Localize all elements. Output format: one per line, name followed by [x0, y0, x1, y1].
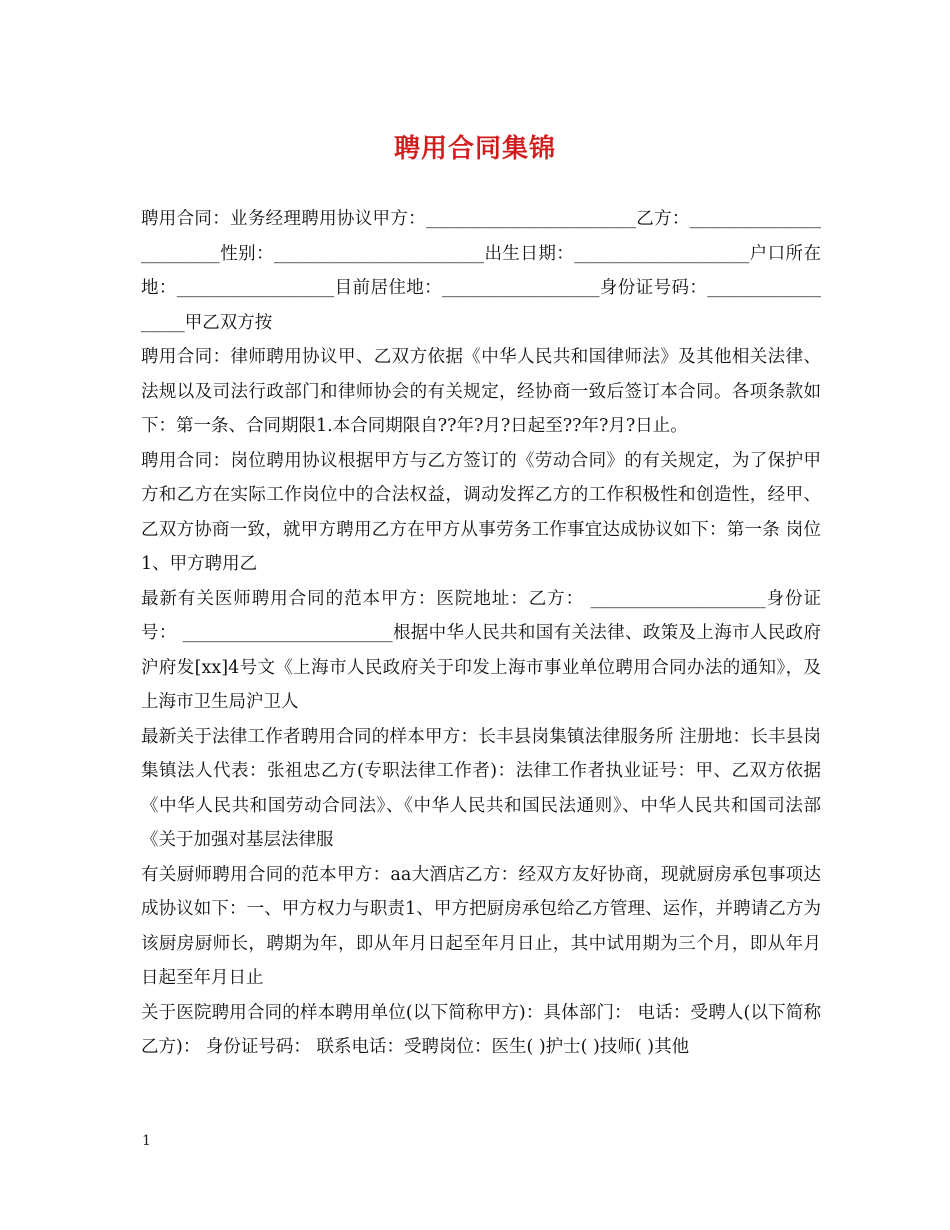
paragraph-chef: 有关厨师聘用合同的范本甲方：aa大酒店乙方：经双方友好协商，现就厨房承包事项达成协议如下：一、甲方权力与职责1、甲方把厨房承包给乙方管理、运作，并聘请乙方为该厨房厨师长，聘期为年，即从年月日起至年月日止，其中试用期为三个月，即从年月日起至年月日止: [141, 864, 821, 988]
page-number: 1: [142, 1133, 151, 1149]
document-title: 聘用合同集锦: [393, 134, 556, 164]
document-body: [141, 202, 821, 1065]
paragraph-lawyer: 聘用合同：律师聘用协议甲、乙双方依据《中华人民共和国律师法》及其他相关法律、法规以及司法行政部门和律师协会的有关规定，经协商一致后签订本合同。各项条款如下：第一条、合同期限1.本合同期限自??年?月?日起至??年?月?日止。: [141, 347, 821, 436]
paragraph-physician: 最新有关医师聘用合同的范本甲方：医院地址：乙方： ____________________身份证号： ________________________根据中华人民共和国有关法律、政策及上海市人民政府沪府发[xx]4号文《上海市人民政府关于印发上海市事业单位聘用合同办法的通知》，及上海市卫生局沪卫人: [141, 588, 821, 712]
paragraph-legal-worker: 最新关于法律工作者聘用合同的样本甲方：长丰县岗集镇法律服务所 注册地：长丰县岗集镇法人代表：张祖忠乙方(专职法律工作者)：法律工作者执业证号：甲、乙双方依据《中华人民共和国劳动合同法》、《中华人民共和国民法通则》、中华人民共和国司法部《关于加强对基层法律服: [141, 726, 821, 850]
paragraph-business-manager: 聘用合同：业务经理聘用协议甲方：________________________乙方：________________________性别：________________________出生日期：____________________户口所在地：__________________目前居住地：__________________身份证号码：__________________甲乙双方按: [141, 209, 821, 333]
paragraph-position: 聘用合同：岗位聘用协议根据甲方与乙方签订的《劳动合同》的有关规定，为了保护甲方和乙方在实际工作岗位中的合法权益，调动发挥乙方的工作积极性和创造性，经甲、乙双方协商一致，就甲方聘用乙方在甲方从事劳务工作事宜达成协议如下：第一条 岗位1、甲方聘用乙: [141, 450, 821, 574]
paragraph-hospital: 关于医院聘用合同的样本聘用单位(以下简称甲方)：具体部门： 电话：受聘人(以下简称乙方)： 身份证号码： 联系电话：受聘岗位：医生( )护士( )技师( )其他: [141, 1002, 821, 1057]
